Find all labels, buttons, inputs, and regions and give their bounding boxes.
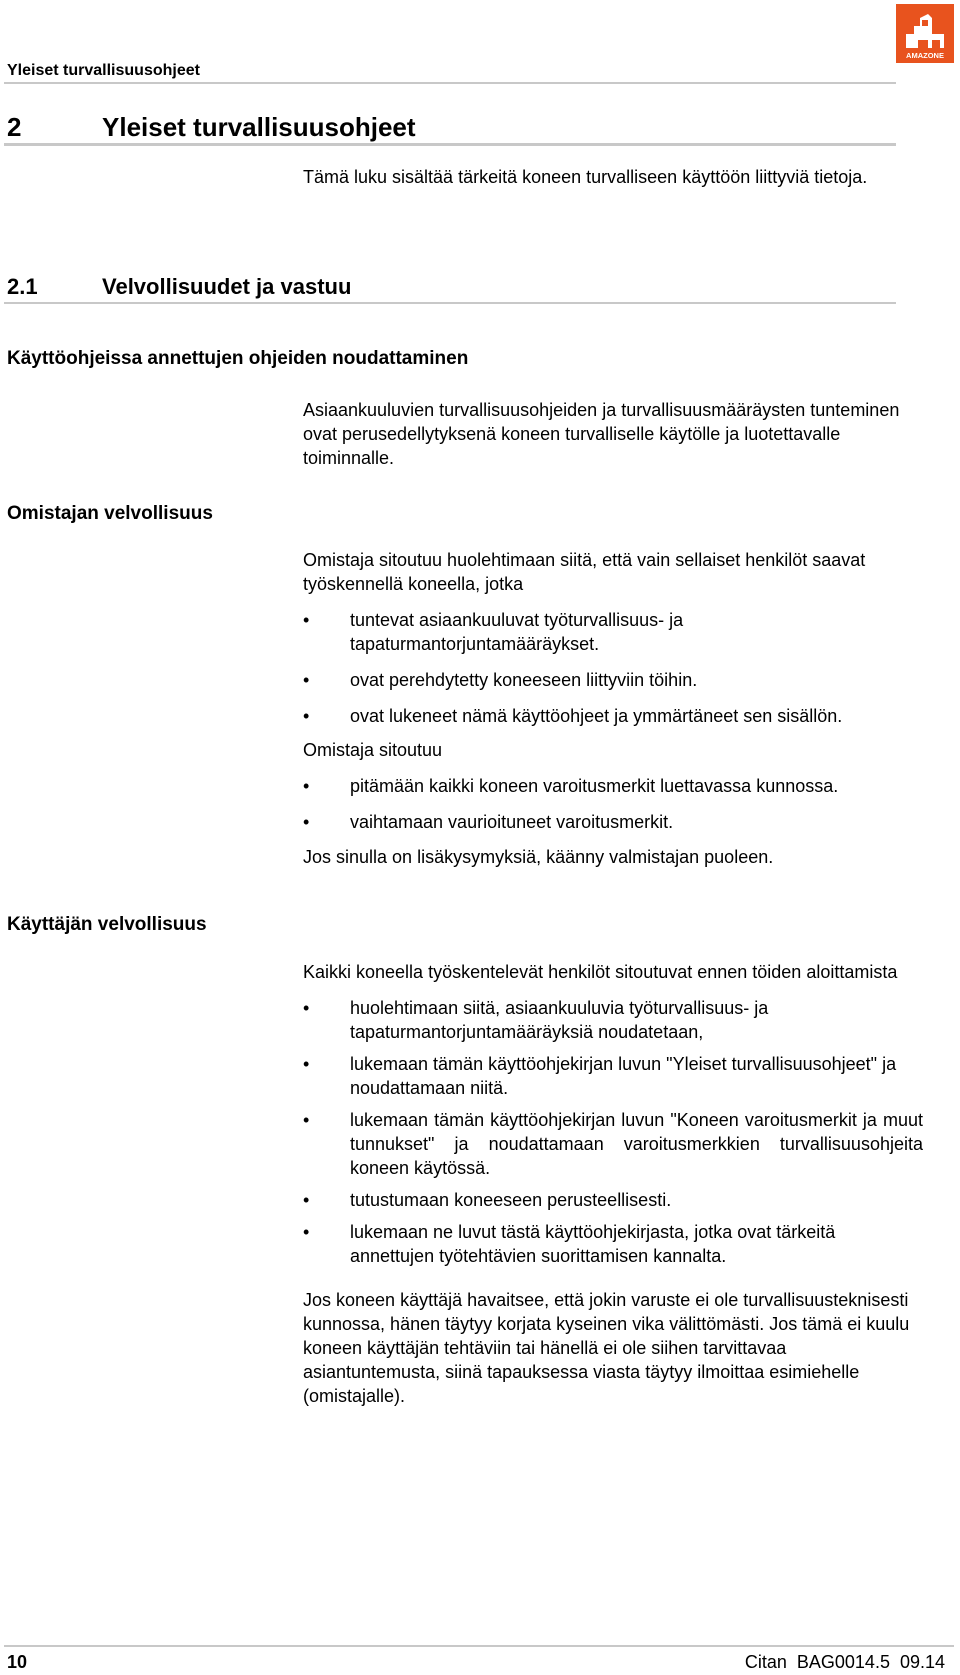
operator-heading: Käyttäjän velvollisuus xyxy=(7,914,207,935)
owner-list-2 xyxy=(303,774,923,834)
footer-rule xyxy=(4,1645,954,1647)
chapter-intro xyxy=(303,165,923,189)
logo-wordmark: AMAZONE xyxy=(906,51,944,60)
list-item: • lukemaan tämän käyttöohjekirjan luvun "Yleiset turvallisuusohjeet" ja noudattamaan niitä. xyxy=(303,1052,923,1100)
running-header-title: Yleiset turvallisuusohjeet xyxy=(7,62,200,79)
section-heading xyxy=(7,274,351,300)
instructions-heading: Käyttöohjeissa annettujen ohjeiden noudattaminen xyxy=(7,348,469,369)
instructions-text: Asiaankuuluvien turvallisuusohjeiden ja turvallisuusmääräysten tunteminen ovat perusedellytyksenä koneen turvalliselle käytölle ja luotettavalle toiminnalle. xyxy=(303,400,900,468)
list-item: • tuntevat asiaankuuluvat työturvallisuus- ja tapaturmantorjuntamääräykset. xyxy=(303,608,923,656)
list-item: • lukemaan tämän käyttöohjekirjan luvun "Koneen varoitusmerkit ja muut tunnukset" ja noudattamaan varoitusmerkkien turvallisuusohjeita koneen käytössä. xyxy=(303,1108,923,1180)
chapter-intro-text: Tämä luku sisältää tärkeitä koneen turvalliseen käyttöön liittyviä tietoja. xyxy=(303,167,868,187)
chapter-number: 2 xyxy=(7,112,22,142)
owner-intro-2: Omistaja sitoutuu xyxy=(303,740,443,760)
list-item: • ovat perehdytetty koneeseen liittyviin töihin. xyxy=(303,668,923,692)
amazone-logo xyxy=(896,4,954,63)
chapter-rule xyxy=(4,143,896,146)
operator-list xyxy=(303,996,923,1268)
operator-closing: Jos koneen käyttäjä havaitsee, että jokin varuste ei ole turvallisuusteknisesti kunnossa, hänen täytyy korjata kyseinen vika välittömästi. Jos tämä ei kuulu koneen käyttäjän tehtäviin tai hänellä ei ole siihen tarvittavaa asiantuntemusta, siinä tapauksessa viasta täytyy ilmoittaa esimiehelle (omistajalle). xyxy=(303,1290,910,1406)
section-rule xyxy=(4,302,896,304)
list-item: • lukemaan ne luvut tästä käyttöohjekirjasta, jotka ovat tärkeitä annettujen työtehtävien suorittamisen kannalta. xyxy=(303,1220,923,1268)
section-number: 2.1 xyxy=(7,274,38,299)
list-item: • pitämään kaikki koneen varoitusmerkit luettavassa kunnossa. xyxy=(303,774,923,798)
owner-block xyxy=(303,548,923,869)
chapter-title: Yleiset turvallisuusohjeet xyxy=(102,112,416,142)
header-rule xyxy=(4,82,896,84)
operator-block xyxy=(303,960,923,1408)
list-item: • tutustumaan koneeseen perusteellisesti. xyxy=(303,1188,923,1212)
list-item: • vaihtamaan vaurioituneet varoitusmerkit. xyxy=(303,810,923,834)
operator-intro: Kaikki koneella työskentelevät henkilöt sitoutuvat ennen töiden aloittamista xyxy=(303,962,898,982)
chapter-heading xyxy=(7,112,416,143)
document-code: Citan BAG0014.5 09.14 xyxy=(744,1652,945,1672)
list-item: • ovat lukeneet nämä käyttöohjeet ja ymmärtäneet sen sisällön. xyxy=(303,704,923,728)
owner-list-1 xyxy=(303,608,923,728)
section-title: Velvollisuudet ja vastuu xyxy=(102,274,352,299)
amazone-logo-icon xyxy=(896,4,954,63)
owner-intro: Omistaja sitoutuu huolehtimaan siitä, että vain sellaiset henkilöt saavat työskennellä koneella, jotka xyxy=(303,550,866,594)
page-number: 10 xyxy=(7,1652,28,1672)
instructions-block xyxy=(303,398,923,470)
owner-closing: Jos sinulla on lisäkysymyksiä, käänny valmistajan puoleen. xyxy=(303,847,774,867)
owner-heading: Omistajan velvollisuus xyxy=(7,503,213,524)
list-item: • huolehtimaan siitä, asiaankuuluvia työturvallisuus- ja tapaturmantorjuntamääräyksiä noudatetaan, xyxy=(303,996,923,1044)
